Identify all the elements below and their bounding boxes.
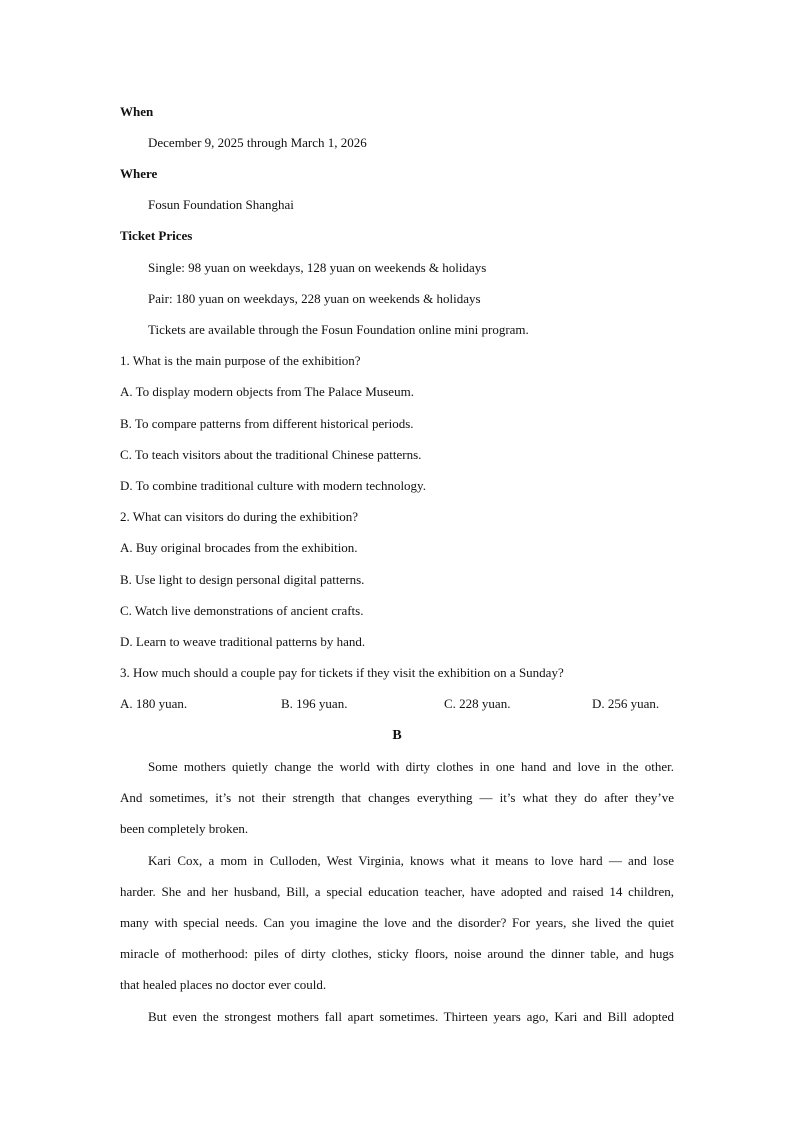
question-3-option-c: C. 228 yuan. xyxy=(444,696,511,711)
question-3-option-b: B. 196 yuan. xyxy=(281,696,348,711)
passage-line-3: been completely broken. xyxy=(120,821,249,836)
passage-line-6: many with special needs. Can you imagine the love and the disorder? For years, she lived the quiet xyxy=(120,915,674,930)
passage-line-1: Some mothers quietly change the world with dirty clothes in one hand and love in the other. xyxy=(148,759,674,774)
question-3-option-a: A. 180 yuan. xyxy=(120,696,188,711)
question-1-option-d: D. To combine traditional culture with modern technology. xyxy=(120,478,426,493)
single-ticket-price: Single: 98 yuan on weekdays, 128 yuan on weekends & holidays xyxy=(148,260,487,275)
question-1-option-c: C. To teach visitors about the traditional Chinese patterns. xyxy=(120,447,422,462)
question-1-option-b: B. To compare patterns from different historical periods. xyxy=(120,416,414,431)
question-3-option-d: D. 256 yuan. xyxy=(592,696,660,711)
question-1-stem: 1. What is the main purpose of the exhibition? xyxy=(120,353,361,368)
question-2-stem: 2. What can visitors do during the exhibition? xyxy=(120,509,359,524)
passage-line-2: And sometimes, it’s not their strength that changes everything — it’s what they do after they’ve xyxy=(120,790,674,805)
where-heading: Where xyxy=(120,166,158,181)
question-2-option-b: B. Use light to design personal digital patterns. xyxy=(120,572,365,587)
question-2-option-c: C. Watch live demonstrations of ancient crafts. xyxy=(120,603,364,618)
passage-line-4: Kari Cox, a mom in Culloden, West Virginia, knows what it means to love hard — and lose xyxy=(148,853,674,868)
passage-line-8: that healed places no doctor ever could. xyxy=(120,977,327,992)
where-value: Fosun Foundation Shanghai xyxy=(148,197,294,212)
passage-line-9: But even the strongest mothers fall apart sometimes. Thirteen years ago, Kari and Bill adopted xyxy=(148,1009,674,1024)
when-value: December 9, 2025 through March 1, 2026 xyxy=(148,135,367,150)
passage-line-7: miracle of motherhood: piles of dirty clothes, sticky floors, noise around the dinner table, and hugs xyxy=(120,946,674,961)
ticket-availability: Tickets are available through the Fosun Foundation online mini program. xyxy=(148,322,529,337)
section-b-heading: B xyxy=(392,728,402,743)
passage-line-5: harder. She and her husband, Bill, a special education teacher, have adopted and raised 14 children, xyxy=(120,884,674,899)
question-3-options xyxy=(120,696,674,712)
question-2-option-d: D. Learn to weave traditional patterns by hand. xyxy=(120,634,366,649)
pair-ticket-price: Pair: 180 yuan on weekdays, 228 yuan on weekends & holidays xyxy=(148,291,481,306)
when-heading: When xyxy=(120,104,154,119)
question-2-option-a: A. Buy original brocades from the exhibition. xyxy=(120,540,358,555)
question-1-option-a: A. To display modern objects from The Palace Museum. xyxy=(120,384,414,399)
question-3-stem: 3. How much should a couple pay for tickets if they visit the exhibition on a Sunday? xyxy=(120,665,564,680)
ticket-prices-heading: Ticket Prices xyxy=(120,228,193,243)
